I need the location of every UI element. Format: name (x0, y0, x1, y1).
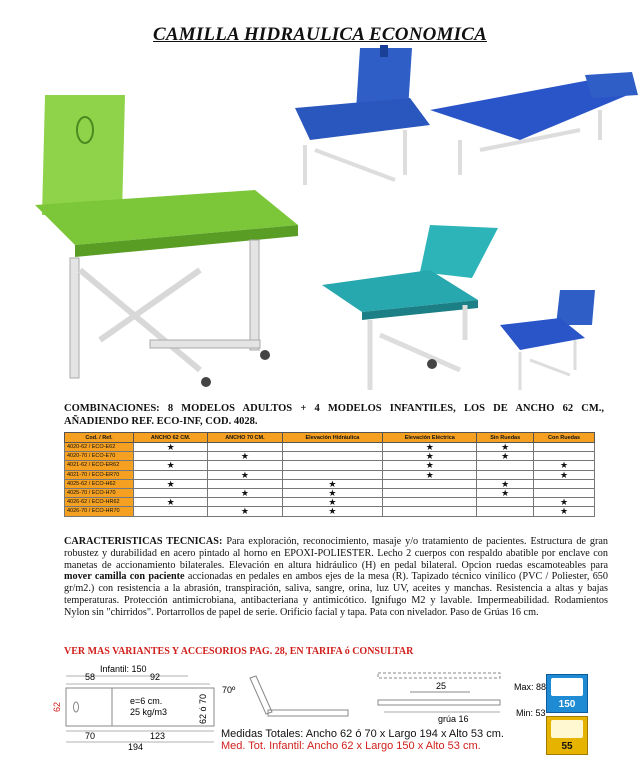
table-header-1: ANCHO 62 CM. (134, 433, 208, 443)
table-cell: ★ (477, 488, 534, 497)
dim-123: 123 (150, 731, 166, 741)
more-variants-note: VER MAS VARIANTES Y ACCESORIOS PAG. 28, EN TARIFA ó CONSULTAR (64, 646, 414, 657)
table-cell: ★ (282, 488, 383, 497)
table-cell: ★ (383, 443, 477, 452)
table-cell: ★ (208, 452, 282, 461)
dim-foam: e=6 cm. (130, 696, 163, 706)
table-header-2: ANCHO 70 CM. (208, 433, 282, 443)
table-cell: ★ (477, 443, 534, 452)
combinations-text: COMBINACIONES: 8 MODELOS ADULTOS + 4 MODELOS INFANTILES, LOS DE ANCHO 62 CM., AÑADIENDO REF. ECO-INF, COD. 4028. (64, 403, 604, 427)
table-cell: ★ (282, 498, 383, 507)
table-cell: ★ (282, 479, 383, 488)
table-cell: ★ (534, 470, 595, 479)
table-cell: ★ (534, 507, 595, 516)
dim-max: Max: 88 (514, 682, 547, 692)
table-cell: ★ (134, 461, 208, 470)
page-title: CAMILLA HIDRAULICA ECONOMICA (153, 24, 487, 45)
table-cell: ★ (208, 488, 282, 497)
table-cell: ★ (383, 452, 477, 461)
table-cell: ★ (134, 479, 208, 488)
table-cell: ★ (208, 470, 282, 479)
table-cell: ★ (134, 498, 208, 507)
dim-92: 92 (150, 672, 161, 682)
specs-heading: CARACTERISTICAS TECNICAS: (64, 536, 223, 547)
table-ref-cell: 4020-62 / ECO-E62 (65, 443, 134, 452)
table-ref-cell: 4021-62 / ECO-ER62 (65, 461, 134, 470)
weight-badge (546, 716, 588, 755)
dim-25: 25 (436, 681, 447, 691)
table-ref-cell: 4025-62 / ECO-H62 (65, 479, 134, 488)
dim-angle: 70º (222, 685, 236, 695)
dim-width: 62 ó 70 (198, 693, 208, 724)
table-header-0: Cod. / Ref. (65, 433, 134, 443)
dim-194: 194 (128, 742, 144, 752)
table-cell: ★ (383, 461, 477, 470)
specs-bold: mover camilla con paciente (64, 571, 185, 583)
table-cell: ★ (477, 452, 534, 461)
table-cell: ★ (534, 461, 595, 470)
load-capacity-badge (546, 674, 588, 713)
specs-text-1: Para exploración, reconocimiento, masaje y/o tratamiento de pacientes. Estructura de gran robustez y durabilidad en acero pintado al horno en EPOXI-POLIESTER. Lecho 2 cuerpos con respaldo abatible por enclave con manetas de accionamiento bilaterales. Elevación en altura hidráulico (H) en pedal bilateral. Opcion ruedas escamoteables para (64, 536, 609, 571)
table-cell: ★ (208, 507, 282, 516)
weight-capacity-icon (551, 678, 583, 696)
table-header-3: Elevación Hidráulica (282, 433, 383, 443)
dim-58: 58 (85, 672, 96, 682)
measures (221, 728, 504, 752)
table-header-6: Con Ruedas (534, 433, 595, 443)
table-cell: ★ (534, 498, 595, 507)
dim-70: 70 (85, 731, 96, 741)
table-header-5: Sin Ruedas (477, 433, 534, 443)
table-ref-cell: 4026-70 / ECO-HR70 (65, 507, 134, 516)
weight-kg-icon (551, 720, 583, 738)
table-ref-cell: 4021-70 / ECO-ER70 (65, 470, 134, 479)
table-cell: ★ (282, 507, 383, 516)
weight-bottom-label: 55 (561, 741, 573, 752)
specs-text-2: accionadas en pedales en ambos ejes de la mesa (R). Tapizado técnico vinílico (PVC / Poliester, 650 gr/m2.) con resistencia a la abrasión, transpiración, saliva, sangre, orina, luz UV, aceites y manchas. Resistencia a altas y bajas temperaturas. Protección antimicrobiana, antibacteriana y antimicótico. Ignifugo M2 y lavable. Impermeabilidad. Rodamientos Nylon sin "chirridos". Portarrollos de papel de serie. Orificio facial y tapa. Pata con nivelador. Paso de Grúas 16 cm. (64, 571, 608, 618)
table-cell: ★ (477, 479, 534, 488)
table-cell: ★ (383, 470, 477, 479)
dim-infantil: Infantil: 150 (100, 664, 147, 674)
table-ref-cell: 4020-70 / ECO-E70 (65, 452, 134, 461)
measure-child: Med. Tot. Infantil: Ancho 62 x Largo 150 x Alto 53 cm. (221, 740, 481, 752)
measure-adult: Medidas Totales: Ancho 62 ó 70 x Largo 194 x Alto 53 cm. (221, 728, 504, 740)
dim-min: Min: 53 (516, 708, 546, 718)
table-ref-cell: 4026-62 / ECO-HR62 (65, 498, 134, 507)
dim-crane: grúa 16 (438, 714, 469, 724)
table-cell: ★ (134, 443, 208, 452)
table-header-4: Elevación Eléctrica (383, 433, 477, 443)
load-top-label: 150 (558, 699, 576, 710)
dim-62: 62 (52, 701, 62, 712)
table-ref-cell: 4025-70 / ECO-H70 (65, 488, 134, 497)
dim-density: 25 kg/m3 (130, 707, 168, 717)
